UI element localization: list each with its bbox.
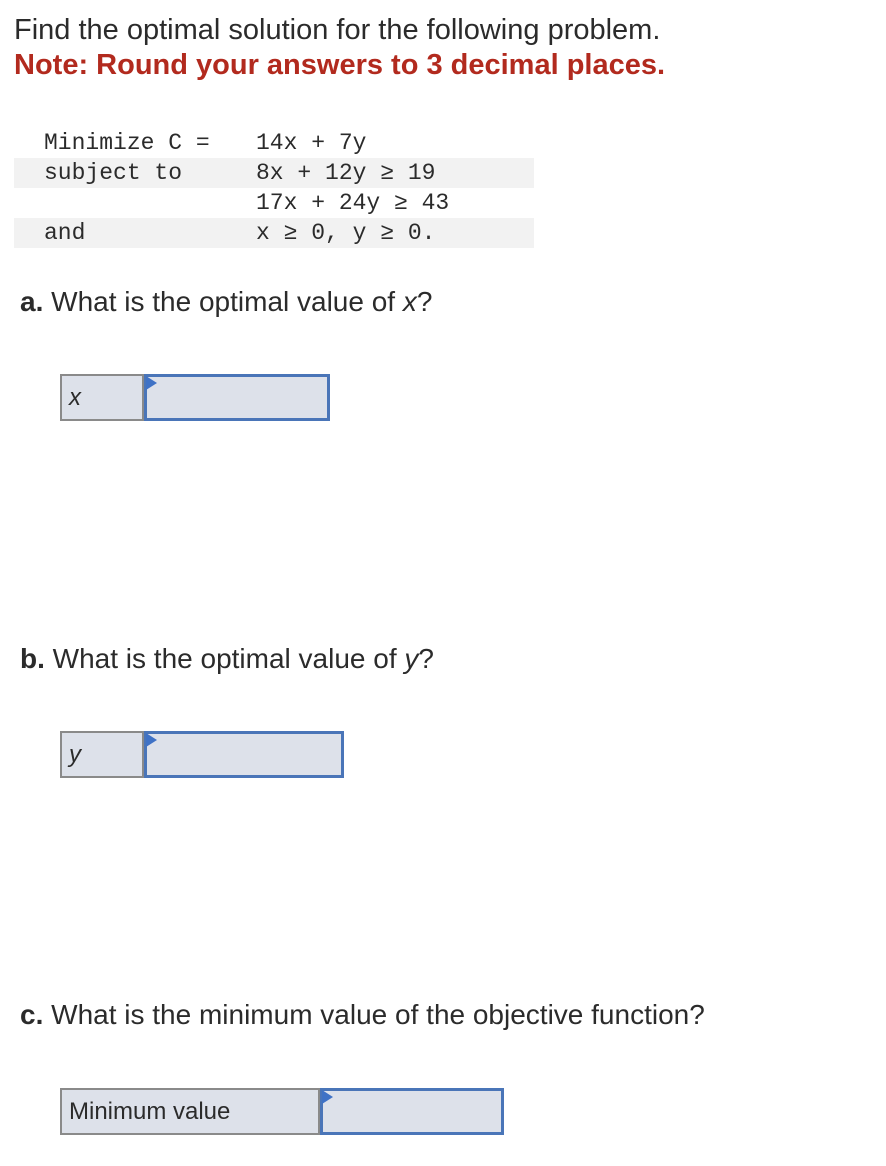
question-a-text: What is the optimal value of xyxy=(43,286,403,317)
subject-to-label: subject to xyxy=(44,160,183,186)
constraint-2-expression: 17x + 24y ≥ 43 xyxy=(256,190,450,216)
question-a-variable: x xyxy=(402,286,417,317)
answer-a-group xyxy=(60,374,330,421)
objective-row xyxy=(14,128,534,158)
nonnegativity-expression: x ≥ 0, y ≥ 0. xyxy=(256,220,436,246)
answer-c-label: Minimum value xyxy=(60,1088,320,1135)
answer-a-flag-icon xyxy=(146,376,157,390)
instructions-text: Find the optimal solution for the following problem. xyxy=(14,14,661,46)
question-b-text: What is the optimal value of xyxy=(44,643,405,674)
question-b-end: ? xyxy=(418,643,434,674)
objective-label: Minimize C = xyxy=(44,130,210,156)
constraint-row xyxy=(14,188,534,218)
objective-expression: 14x + 7y xyxy=(256,130,367,156)
answer-a-input[interactable] xyxy=(144,374,330,421)
constraint-1-expression: 8x + 12y ≥ 19 xyxy=(256,160,436,186)
answer-c-input[interactable] xyxy=(320,1088,504,1135)
question-c-text: What is the minimum value of the objective function? xyxy=(43,999,705,1030)
question-b-letter: b. xyxy=(20,643,45,674)
answer-b-input[interactable] xyxy=(144,731,344,778)
constraint-row xyxy=(14,158,534,188)
rounding-note: Note: Round your answers to 3 decimal places. xyxy=(14,49,666,81)
answer-a-label: x xyxy=(60,374,144,421)
question-b-variable: y xyxy=(404,643,419,674)
nonnegativity-row xyxy=(14,218,534,248)
answer-b-group xyxy=(60,731,344,778)
question-a-letter: a. xyxy=(20,286,44,317)
answer-c-group xyxy=(60,1088,504,1135)
answer-c-flag-icon xyxy=(322,1090,333,1104)
question-a-end: ? xyxy=(416,286,433,317)
and-label: and xyxy=(44,220,86,246)
lp-model xyxy=(14,128,534,248)
question-c-letter: c. xyxy=(20,999,44,1030)
answer-b-label: y xyxy=(60,731,144,778)
question-c xyxy=(20,998,705,1032)
question-b xyxy=(20,642,434,676)
question-a xyxy=(20,285,432,319)
answer-b-flag-icon xyxy=(146,733,157,747)
